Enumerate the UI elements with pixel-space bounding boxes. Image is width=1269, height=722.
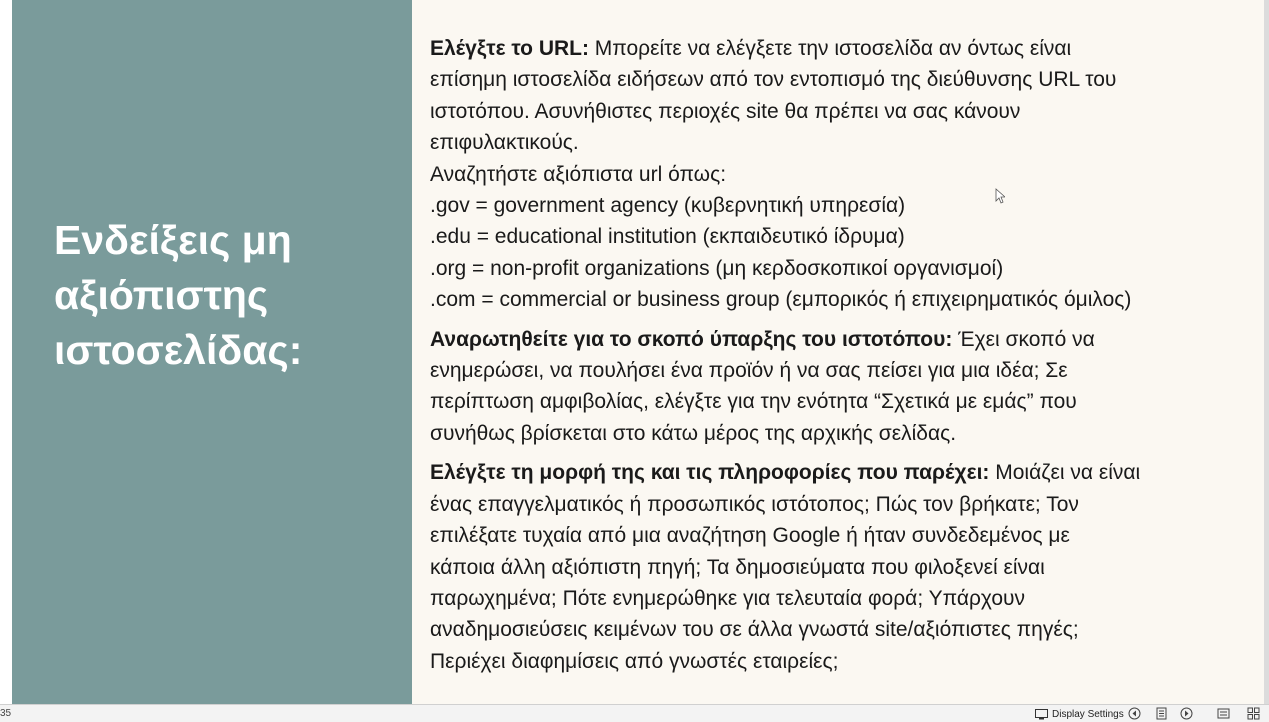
slide-sorter-icon[interactable]	[1247, 707, 1260, 720]
display-settings-label: Display Settings	[1052, 708, 1124, 720]
text-line	[430, 127, 1250, 158]
paragraph-heading: Ελέγξτε τη μορφή της και τις πληροφορίες που παρέχει:	[430, 461, 990, 485]
text-line	[430, 355, 1250, 386]
text-line	[430, 190, 1250, 221]
text-line	[430, 159, 1250, 190]
text-line	[430, 457, 1250, 488]
display-settings-icon	[1035, 709, 1048, 720]
text-segment: Μοιάζει να είναι	[989, 461, 1141, 485]
text-segment: κάποια άλλη αξιόπιστη πηγή; Τα δημοσιεύματα που φιλοξενεί είναι	[430, 555, 1045, 579]
text-line	[430, 324, 1250, 355]
text-line	[430, 552, 1250, 583]
text-segment: επίσημη ιστοσελίδα ειδήσεων από τον εντοπισμό της διεύθυνσης URL του	[430, 68, 1117, 92]
left-edge	[0, 0, 12, 704]
text-line	[430, 386, 1250, 417]
content-panel	[412, 0, 1264, 704]
text-line	[430, 418, 1250, 449]
slide-number: 35	[0, 708, 12, 719]
text-segment: περίπτωση αμφιβολίας, ελέγξτε για την ενότητα “Σχετικά με εμάς” που	[430, 390, 1077, 414]
paragraph-heading: Αναρωτηθείτε για το σκοπό ύπαρξης του ιστοτόπου:	[430, 327, 953, 351]
text-segment: Μπορείτε να ελέγξετε την ιστοσελίδα αν όντως είναι	[588, 37, 1072, 60]
display-settings-button[interactable]	[1035, 706, 1124, 722]
normal-view-icon[interactable]	[1217, 707, 1230, 720]
text-line	[430, 284, 1250, 315]
slide-body	[430, 33, 1250, 677]
paragraph-heading: Ελέγξτε το URL:	[430, 37, 589, 60]
text-segment: επιφυλακτικούς.	[430, 131, 579, 155]
title-panel	[12, 0, 412, 704]
text-segment: επιλέξατε τυχαία από μια αναζήτηση Google ή ήταν συνδεδεμένος με	[430, 524, 1070, 548]
text-line	[430, 221, 1250, 252]
text-line	[430, 520, 1250, 551]
text-segment: .com = commercial or business group (εμπορικός ή επιχειρηματικός όμιλος)	[430, 288, 1132, 312]
text-segment: παρωχημένα; Πότε ενημερώθηκε για τελευταία φορά; Υπάρχουν	[430, 586, 1026, 610]
bullet-paragraph	[430, 324, 1250, 450]
text-line	[430, 33, 1250, 64]
text-segment: Έχει σκοπό να	[952, 327, 1095, 351]
text-segment: αναδημοσιεύσεις κειμένων του σε άλλα γνωστά site/αξιόπιστες πηγές;	[430, 618, 1079, 642]
text-line	[430, 646, 1250, 677]
next-slide-icon[interactable]	[1180, 707, 1193, 720]
text-line	[430, 64, 1250, 95]
text-segment: συνήθως βρίσκεται στο κάτω μέρος της αρχικής σελίδας.	[430, 421, 957, 445]
text-line	[430, 583, 1250, 614]
text-line	[430, 253, 1250, 284]
text-segment: Περιέχει διαφημίσεις από γνωστές εταιρείες;	[430, 649, 839, 673]
text-segment: .edu = educational institution (εκπαιδευτικό ίδρυμα)	[430, 225, 905, 249]
text-line	[430, 96, 1250, 127]
text-segment: Αναζητήστε αξιόπιστα url όπως:	[430, 162, 727, 186]
status-bar	[0, 704, 1269, 722]
bullet-paragraph	[430, 457, 1250, 677]
previous-slide-icon[interactable]	[1128, 707, 1141, 720]
reading-view-icon[interactable]	[1155, 707, 1168, 720]
text-segment: ένας επαγγελματικός ή προσωπικός ιστότοπος; Πώς τον βρήκατε; Τον	[430, 492, 1079, 516]
text-segment: .gov = government agency (κυβερνητική υπηρεσία)	[430, 194, 906, 218]
mouse-pointer-icon	[995, 188, 1005, 204]
text-line	[430, 489, 1250, 520]
text-segment: ενημερώσει, να πουλήσει ένα προϊόν ή να σας πείσει για μια ιδέα; Σε	[430, 359, 1068, 383]
bullet-paragraph	[430, 33, 1250, 316]
slide	[12, 0, 1264, 704]
text-segment: .org = non-profit organizations (μη κερδοσκοπικοί οργανισμοί)	[430, 256, 1004, 280]
text-segment: ιστοτόπου. Ασυνήθιστες περιοχές site θα πρέπει να σας κάνουν	[430, 99, 1021, 123]
text-line	[430, 614, 1250, 645]
slide-title: Ενδείξεις μη αξιόπιστης ιστοσελίδας:	[54, 217, 303, 373]
